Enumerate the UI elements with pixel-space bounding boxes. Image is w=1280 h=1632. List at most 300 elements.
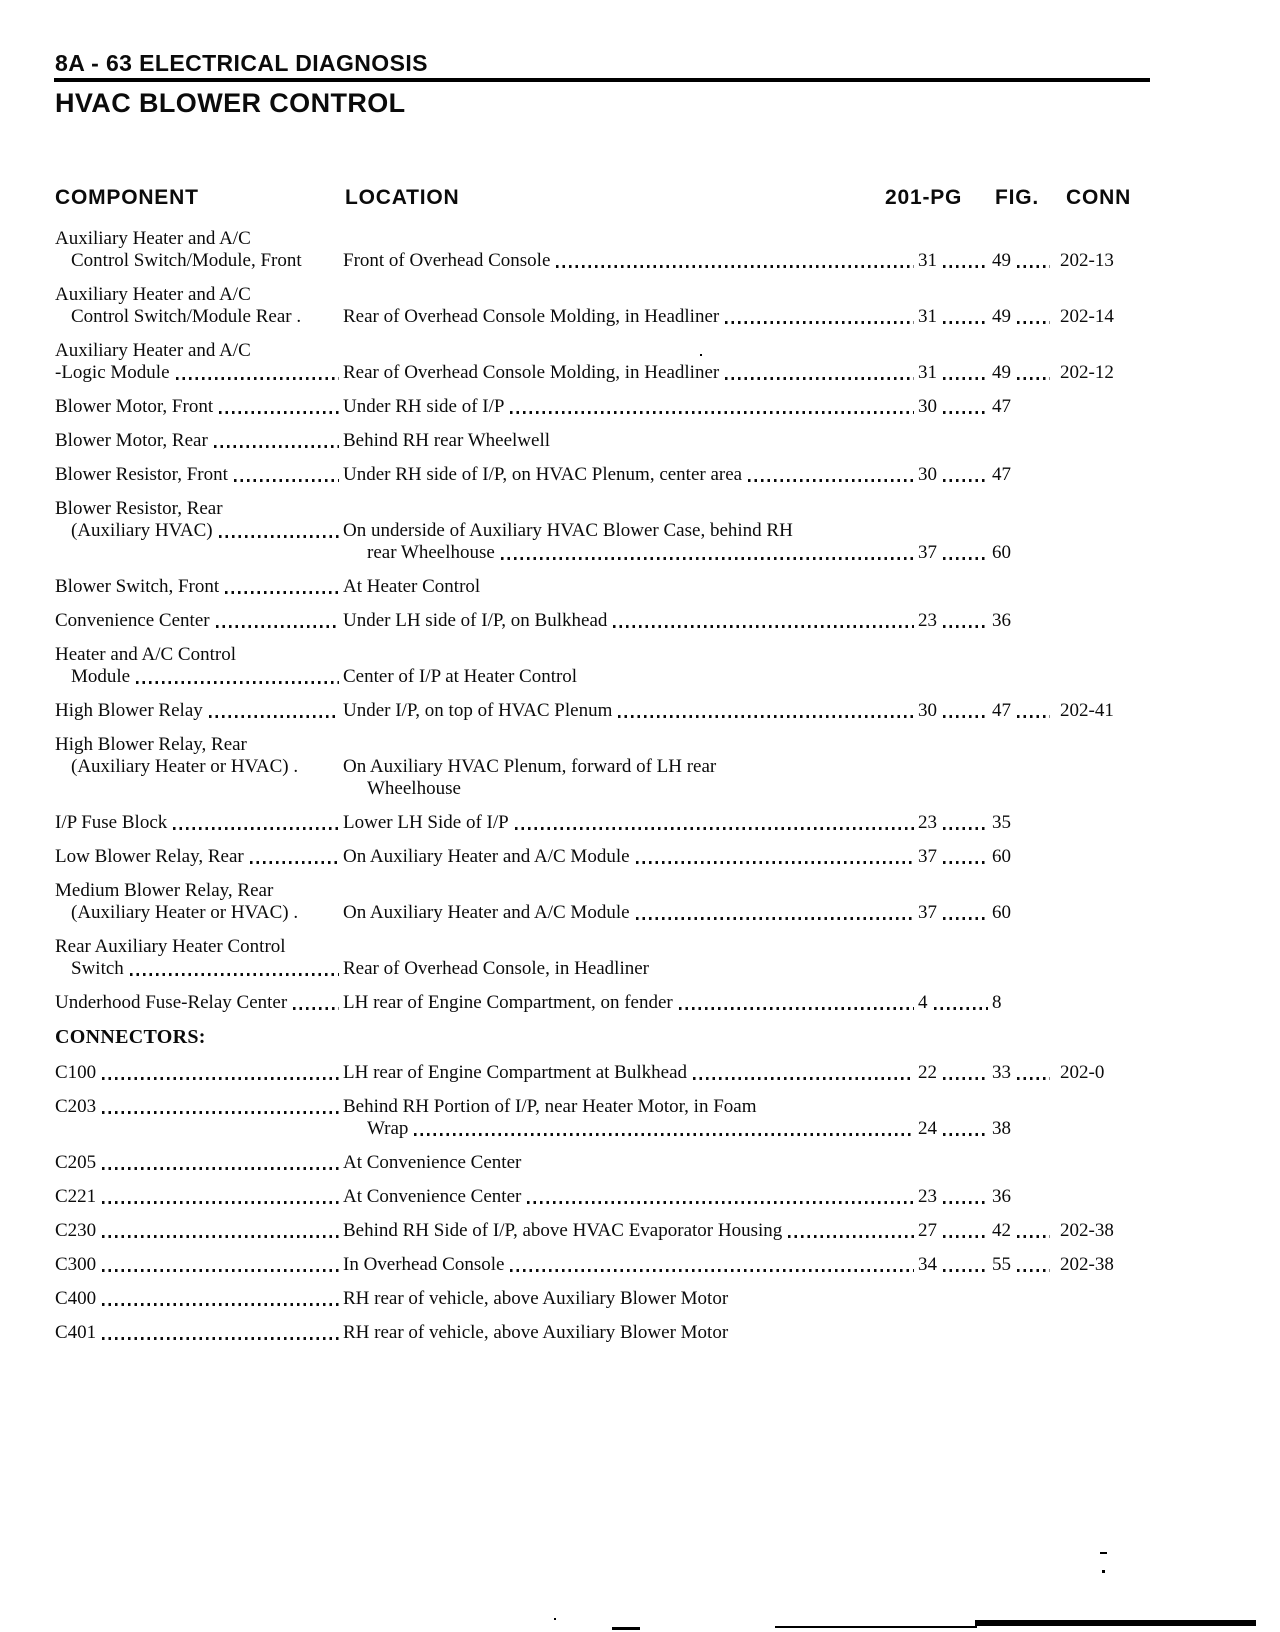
dot-leader bbox=[102, 1303, 339, 1306]
component-name: High Blower Relay bbox=[55, 700, 203, 721]
location-cell bbox=[343, 1096, 918, 1118]
table-row-line bbox=[55, 1254, 1140, 1276]
location-cell bbox=[343, 1186, 918, 1208]
dot-leader bbox=[613, 625, 914, 628]
component-name: Medium Blower Relay, Rear bbox=[55, 880, 274, 901]
pg-cell bbox=[918, 250, 992, 272]
component-cell bbox=[55, 1118, 343, 1140]
component-name: C300 bbox=[55, 1254, 97, 1275]
pg-number: 27 bbox=[918, 1220, 937, 1241]
table-row-line bbox=[55, 464, 1140, 486]
fig-cell bbox=[992, 1062, 1054, 1084]
conn-cell bbox=[1054, 576, 1140, 598]
scan-artifact-bar bbox=[612, 1627, 640, 1630]
fig-number: 8 bbox=[992, 992, 1002, 1013]
table-row-line bbox=[55, 936, 1140, 958]
pg-cell bbox=[918, 362, 992, 384]
fig-number: 47 bbox=[992, 700, 1011, 721]
pg-cell bbox=[918, 644, 992, 666]
header-rule bbox=[54, 78, 1150, 82]
table-row-line bbox=[55, 880, 1140, 902]
pg-number: 34 bbox=[918, 1254, 937, 1275]
pg-cell bbox=[918, 700, 992, 722]
dot-leader bbox=[510, 411, 914, 414]
pg-cell bbox=[918, 756, 992, 778]
component-cell bbox=[55, 734, 343, 756]
fig-cell bbox=[992, 812, 1054, 834]
fig-number: 47 bbox=[992, 396, 1011, 417]
table-row bbox=[55, 1220, 1140, 1242]
location-cell bbox=[343, 1254, 918, 1276]
component-name: (Auxiliary Heater or HVAC) . bbox=[71, 902, 299, 923]
fig-cell bbox=[992, 610, 1054, 632]
location-text: Under RH side of I/P, on HVAC Plenum, center area bbox=[343, 464, 743, 485]
fig-cell bbox=[992, 778, 1054, 800]
component-name: (Auxiliary Heater or HVAC) . bbox=[71, 756, 299, 777]
component-cell bbox=[55, 464, 343, 486]
table-row-line bbox=[55, 700, 1140, 722]
conn-cell bbox=[1054, 340, 1140, 362]
location-text: On underside of Auxiliary HVAC Blower Case, behind RH bbox=[343, 520, 793, 541]
component-name: Auxiliary Heater and A/C bbox=[55, 228, 251, 249]
dot-leader bbox=[943, 265, 988, 268]
location-cell bbox=[343, 734, 918, 756]
pg-cell bbox=[918, 542, 992, 564]
pg-cell bbox=[918, 778, 992, 800]
table-row-line bbox=[55, 846, 1140, 868]
dot-leader bbox=[934, 1007, 989, 1010]
fig-cell bbox=[992, 542, 1054, 564]
pg-number: 31 bbox=[918, 250, 937, 271]
table-row-line bbox=[55, 756, 1140, 778]
location-text: Under LH side of I/P, on Bulkhead bbox=[343, 610, 608, 631]
dot-leader bbox=[943, 827, 988, 830]
pg-number: 31 bbox=[918, 306, 937, 327]
dot-leader bbox=[1017, 265, 1050, 268]
location-text: Front of Overhead Console bbox=[343, 250, 551, 271]
pg-cell bbox=[918, 396, 992, 418]
table-row bbox=[55, 1186, 1140, 1208]
dot-leader bbox=[636, 861, 914, 864]
fig-cell bbox=[992, 1186, 1054, 1208]
fig-cell bbox=[992, 846, 1054, 868]
dot-leader bbox=[225, 591, 339, 594]
table-row-line bbox=[55, 1288, 1140, 1310]
table-row-line bbox=[55, 340, 1140, 362]
conn-cell bbox=[1054, 1152, 1140, 1174]
table-row bbox=[55, 498, 1140, 564]
conn-cell bbox=[1054, 228, 1140, 250]
dot-leader bbox=[216, 625, 339, 628]
table-row-line bbox=[55, 306, 1140, 328]
component-name: Blower Resistor, Front bbox=[55, 464, 228, 485]
component-name: C400 bbox=[55, 1288, 97, 1309]
dot-leader bbox=[943, 917, 988, 920]
dot-leader bbox=[234, 479, 339, 482]
component-name: Blower Motor, Rear bbox=[55, 430, 208, 451]
component-cell bbox=[55, 756, 343, 778]
table-row-line bbox=[55, 250, 1140, 272]
conn-cell: 202-41 bbox=[1060, 700, 1114, 721]
dot-leader bbox=[679, 1007, 914, 1010]
location-cell bbox=[343, 1152, 918, 1174]
pg-cell bbox=[918, 610, 992, 632]
dot-leader bbox=[102, 1269, 339, 1272]
column-header-fig: FIG. bbox=[995, 186, 1040, 209]
location-cell bbox=[343, 228, 918, 250]
dot-leader bbox=[788, 1235, 914, 1238]
pg-cell bbox=[918, 734, 992, 756]
fig-number: 42 bbox=[992, 1220, 1011, 1241]
component-cell bbox=[55, 1322, 343, 1344]
dot-leader bbox=[1017, 1077, 1050, 1080]
component-cell bbox=[55, 498, 343, 520]
location-text: Wrap bbox=[367, 1118, 409, 1139]
component-name: Module bbox=[71, 666, 131, 687]
component-cell bbox=[55, 902, 343, 924]
dot-leader bbox=[501, 557, 914, 560]
dot-leader bbox=[102, 1337, 339, 1340]
table-row-line bbox=[55, 228, 1140, 250]
conn-cell bbox=[1054, 464, 1140, 486]
fig-number: 36 bbox=[992, 610, 1011, 631]
location-text: At Heater Control bbox=[343, 576, 481, 597]
component-cell bbox=[55, 362, 343, 384]
conn-cell bbox=[1054, 992, 1140, 1014]
fig-cell bbox=[992, 228, 1054, 250]
component-cell bbox=[55, 1288, 343, 1310]
location-text: Wheelhouse bbox=[367, 778, 461, 799]
location-text: At Convenience Center bbox=[343, 1152, 522, 1173]
pg-cell bbox=[918, 846, 992, 868]
component-name: High Blower Relay, Rear bbox=[55, 734, 247, 755]
pg-cell bbox=[918, 1220, 992, 1242]
location-cell bbox=[343, 396, 918, 418]
pg-cell bbox=[918, 520, 992, 542]
location-text: On Auxiliary Heater and A/C Module bbox=[343, 902, 630, 923]
component-cell bbox=[55, 1254, 343, 1276]
component-cell bbox=[55, 778, 343, 800]
fig-number: 33 bbox=[992, 1062, 1011, 1083]
pg-number: 24 bbox=[918, 1118, 937, 1139]
pg-cell bbox=[918, 1062, 992, 1084]
dot-leader bbox=[136, 681, 339, 684]
fig-cell bbox=[992, 756, 1054, 778]
conn-cell bbox=[1054, 644, 1140, 666]
fig-number: 60 bbox=[992, 902, 1011, 923]
table-row-line bbox=[55, 284, 1140, 306]
table-row bbox=[55, 430, 1140, 452]
location-cell bbox=[343, 610, 918, 632]
component-name: C230 bbox=[55, 1220, 97, 1241]
pg-cell bbox=[918, 228, 992, 250]
pg-cell bbox=[918, 306, 992, 328]
dot-leader bbox=[102, 1111, 339, 1114]
conn-cell bbox=[1054, 1322, 1140, 1344]
component-name: C205 bbox=[55, 1152, 97, 1173]
pg-cell bbox=[918, 464, 992, 486]
table-row-line bbox=[55, 498, 1140, 520]
component-cell bbox=[55, 1220, 343, 1242]
location-text: Rear of Overhead Console Molding, in Headliner bbox=[343, 306, 720, 327]
dot-leader bbox=[943, 321, 988, 324]
dot-leader bbox=[556, 265, 914, 268]
fig-cell bbox=[992, 1254, 1054, 1276]
conn-cell bbox=[1054, 958, 1140, 980]
dot-leader bbox=[943, 479, 988, 482]
table-row bbox=[55, 1254, 1140, 1276]
dot-leader bbox=[173, 827, 339, 830]
dot-leader bbox=[1017, 377, 1050, 380]
column-header-component: COMPONENT bbox=[55, 186, 199, 209]
location-cell bbox=[343, 542, 918, 564]
dot-leader bbox=[943, 1235, 988, 1238]
dot-leader bbox=[693, 1077, 914, 1080]
conn-cell bbox=[1054, 1288, 1140, 1310]
fig-number: 55 bbox=[992, 1254, 1011, 1275]
conn-cell bbox=[1054, 1186, 1140, 1208]
table-row bbox=[55, 1288, 1140, 1310]
component-name: Convenience Center bbox=[55, 610, 210, 631]
component-cell bbox=[55, 610, 343, 632]
pg-cell bbox=[918, 958, 992, 980]
section-header-connectors: CONNECTORS: bbox=[55, 1026, 206, 1048]
conn-cell bbox=[1054, 778, 1140, 800]
component-cell bbox=[55, 1152, 343, 1174]
location-cell bbox=[343, 812, 918, 834]
table-row bbox=[55, 992, 1140, 1014]
dot-leader bbox=[943, 1269, 988, 1272]
dot-leader bbox=[618, 715, 914, 718]
fig-cell bbox=[992, 362, 1054, 384]
table-row bbox=[55, 1062, 1140, 1084]
fig-number: 49 bbox=[992, 306, 1011, 327]
pg-cell bbox=[918, 936, 992, 958]
location-cell bbox=[343, 250, 918, 272]
table-row-line bbox=[55, 576, 1140, 598]
component-name: Auxiliary Heater and A/C bbox=[55, 284, 251, 305]
conn-cell bbox=[1054, 734, 1140, 756]
fig-cell bbox=[992, 1118, 1054, 1140]
table-row-line bbox=[55, 992, 1140, 1014]
location-cell bbox=[343, 902, 918, 924]
table-row bbox=[55, 880, 1140, 924]
conn-cell bbox=[1054, 498, 1140, 520]
component-cell bbox=[55, 1096, 343, 1118]
conn-cell: 202-13 bbox=[1060, 250, 1114, 271]
pg-cell bbox=[918, 902, 992, 924]
pg-number: 30 bbox=[918, 464, 937, 485]
component-cell bbox=[55, 250, 343, 272]
dot-leader bbox=[102, 1167, 339, 1170]
location-text: Rear of Overhead Console, in Headliner bbox=[343, 958, 650, 979]
table-row bbox=[55, 340, 1140, 384]
location-text: On Auxiliary Heater and A/C Module bbox=[343, 846, 630, 867]
location-text: Behind RH rear Wheelwell bbox=[343, 430, 550, 451]
component-name: Underhood Fuse-Relay Center bbox=[55, 992, 288, 1013]
dot-leader bbox=[102, 1077, 339, 1080]
component-cell bbox=[55, 542, 343, 564]
location-cell bbox=[343, 756, 918, 778]
table-row-line bbox=[55, 734, 1140, 756]
location-cell bbox=[343, 1322, 918, 1344]
component-name: Heater and A/C Control bbox=[55, 644, 236, 665]
conn-cell bbox=[1054, 520, 1140, 542]
component-name: Control Switch/Module, Front bbox=[71, 250, 302, 271]
scan-artifact-dot bbox=[700, 354, 702, 356]
dot-leader bbox=[636, 917, 914, 920]
fig-cell bbox=[992, 880, 1054, 902]
dot-leader bbox=[725, 377, 914, 380]
dot-leader bbox=[209, 715, 339, 718]
fig-cell bbox=[992, 1220, 1054, 1242]
fig-cell bbox=[992, 284, 1054, 306]
table-row-line bbox=[55, 1152, 1140, 1174]
conn-cell: 202-38 bbox=[1060, 1220, 1114, 1241]
component-name: C100 bbox=[55, 1062, 97, 1083]
dot-leader bbox=[414, 1133, 914, 1136]
location-text: Center of I/P at Heater Control bbox=[343, 666, 578, 687]
location-cell bbox=[343, 958, 918, 980]
location-cell bbox=[343, 936, 918, 958]
location-cell bbox=[343, 498, 918, 520]
pg-number: 37 bbox=[918, 542, 937, 563]
fig-number: 49 bbox=[992, 362, 1011, 383]
table-row bbox=[55, 700, 1140, 722]
location-cell bbox=[343, 1220, 918, 1242]
component-cell bbox=[55, 396, 343, 418]
page-title: HVAC BLOWER CONTROL bbox=[55, 88, 406, 118]
fig-number: 60 bbox=[992, 542, 1011, 563]
dot-leader bbox=[943, 411, 988, 414]
table-row bbox=[55, 936, 1140, 980]
location-text: On Auxiliary HVAC Plenum, forward of LH rear bbox=[343, 756, 717, 777]
conn-cell bbox=[1054, 430, 1140, 452]
pg-number: 4 bbox=[918, 992, 928, 1013]
dot-leader bbox=[943, 625, 988, 628]
location-cell bbox=[343, 700, 918, 722]
table-row bbox=[55, 284, 1140, 328]
table-row bbox=[55, 396, 1140, 418]
dot-leader bbox=[943, 1133, 988, 1136]
table-row-line bbox=[55, 666, 1140, 688]
location-text: LH rear of Engine Compartment at Bulkhead bbox=[343, 1062, 688, 1083]
component-name: Switch bbox=[71, 958, 124, 979]
location-cell bbox=[343, 362, 918, 384]
dot-leader bbox=[1017, 321, 1050, 324]
dot-leader bbox=[293, 1007, 339, 1010]
component-name: Control Switch/Module Rear . bbox=[71, 306, 302, 327]
conn-cell bbox=[1054, 396, 1140, 418]
fig-cell bbox=[992, 734, 1054, 756]
fig-cell bbox=[992, 644, 1054, 666]
pg-cell bbox=[918, 430, 992, 452]
conn-cell: 202-0 bbox=[1060, 1062, 1105, 1083]
location-text: Behind RH Portion of I/P, near Heater Motor, in Foam bbox=[343, 1096, 757, 1117]
component-name: Auxiliary Heater and A/C bbox=[55, 340, 251, 361]
dot-leader bbox=[176, 377, 339, 380]
table-row-line bbox=[55, 1322, 1140, 1344]
fig-number: 35 bbox=[992, 812, 1011, 833]
table-row-line bbox=[55, 396, 1140, 418]
location-cell bbox=[343, 992, 918, 1014]
component-cell bbox=[55, 576, 343, 598]
fig-number: 38 bbox=[992, 1118, 1011, 1139]
scan-artifact-dash bbox=[1100, 1552, 1107, 1554]
fig-cell bbox=[992, 700, 1054, 722]
location-cell bbox=[343, 644, 918, 666]
conn-cell: 202-12 bbox=[1060, 362, 1114, 383]
conn-cell bbox=[1054, 542, 1140, 564]
dot-leader bbox=[943, 377, 988, 380]
component-cell bbox=[55, 306, 343, 328]
location-cell bbox=[343, 576, 918, 598]
location-cell bbox=[343, 1118, 918, 1140]
location-cell bbox=[343, 306, 918, 328]
fig-cell bbox=[992, 666, 1054, 688]
component-cell bbox=[55, 228, 343, 250]
pg-cell bbox=[918, 812, 992, 834]
location-text: RH rear of vehicle, above Auxiliary Blower Motor bbox=[343, 1322, 729, 1343]
table-row-line bbox=[55, 1220, 1140, 1242]
pg-cell bbox=[918, 1118, 992, 1140]
fig-cell bbox=[992, 992, 1054, 1014]
pg-number: 23 bbox=[918, 812, 937, 833]
fig-cell bbox=[992, 576, 1054, 598]
location-cell bbox=[343, 520, 918, 542]
dot-leader bbox=[102, 1235, 339, 1238]
pg-cell bbox=[918, 1186, 992, 1208]
location-text: Lower LH Side of I/P bbox=[343, 812, 509, 833]
pg-number: 23 bbox=[918, 610, 937, 631]
pg-cell bbox=[918, 284, 992, 306]
fig-cell bbox=[992, 520, 1054, 542]
dot-leader bbox=[250, 861, 339, 864]
dot-leader bbox=[214, 445, 339, 448]
fig-number: 49 bbox=[992, 250, 1011, 271]
conn-cell bbox=[1054, 902, 1140, 924]
dot-leader bbox=[1017, 1235, 1050, 1238]
location-cell bbox=[343, 880, 918, 902]
component-cell bbox=[55, 1186, 343, 1208]
location-text: rear Wheelhouse bbox=[367, 542, 495, 563]
fig-cell bbox=[992, 1096, 1054, 1118]
component-cell bbox=[55, 666, 343, 688]
component-name: (Auxiliary HVAC) bbox=[71, 520, 213, 541]
component-cell bbox=[55, 992, 343, 1014]
pg-cell bbox=[918, 1152, 992, 1174]
fig-cell bbox=[992, 396, 1054, 418]
pg-cell bbox=[918, 576, 992, 598]
table-row-line bbox=[55, 520, 1140, 542]
location-text: LH rear of Engine Compartment, on fender bbox=[343, 992, 673, 1013]
table-row bbox=[55, 734, 1140, 800]
location-cell bbox=[343, 464, 918, 486]
table-row bbox=[55, 812, 1140, 834]
dot-leader bbox=[943, 557, 988, 560]
pg-cell bbox=[918, 880, 992, 902]
scan-artifact-dot bbox=[554, 1618, 556, 1620]
dot-leader bbox=[943, 1077, 988, 1080]
table-row-line bbox=[55, 1096, 1140, 1118]
location-text: Rear of Overhead Console Molding, in Headliner bbox=[343, 362, 720, 383]
component-cell bbox=[55, 812, 343, 834]
component-cell bbox=[55, 284, 343, 306]
component-cell bbox=[55, 936, 343, 958]
location-text: Under I/P, on top of HVAC Plenum bbox=[343, 700, 613, 721]
dot-leader bbox=[943, 861, 988, 864]
component-location-table bbox=[55, 228, 1140, 1356]
